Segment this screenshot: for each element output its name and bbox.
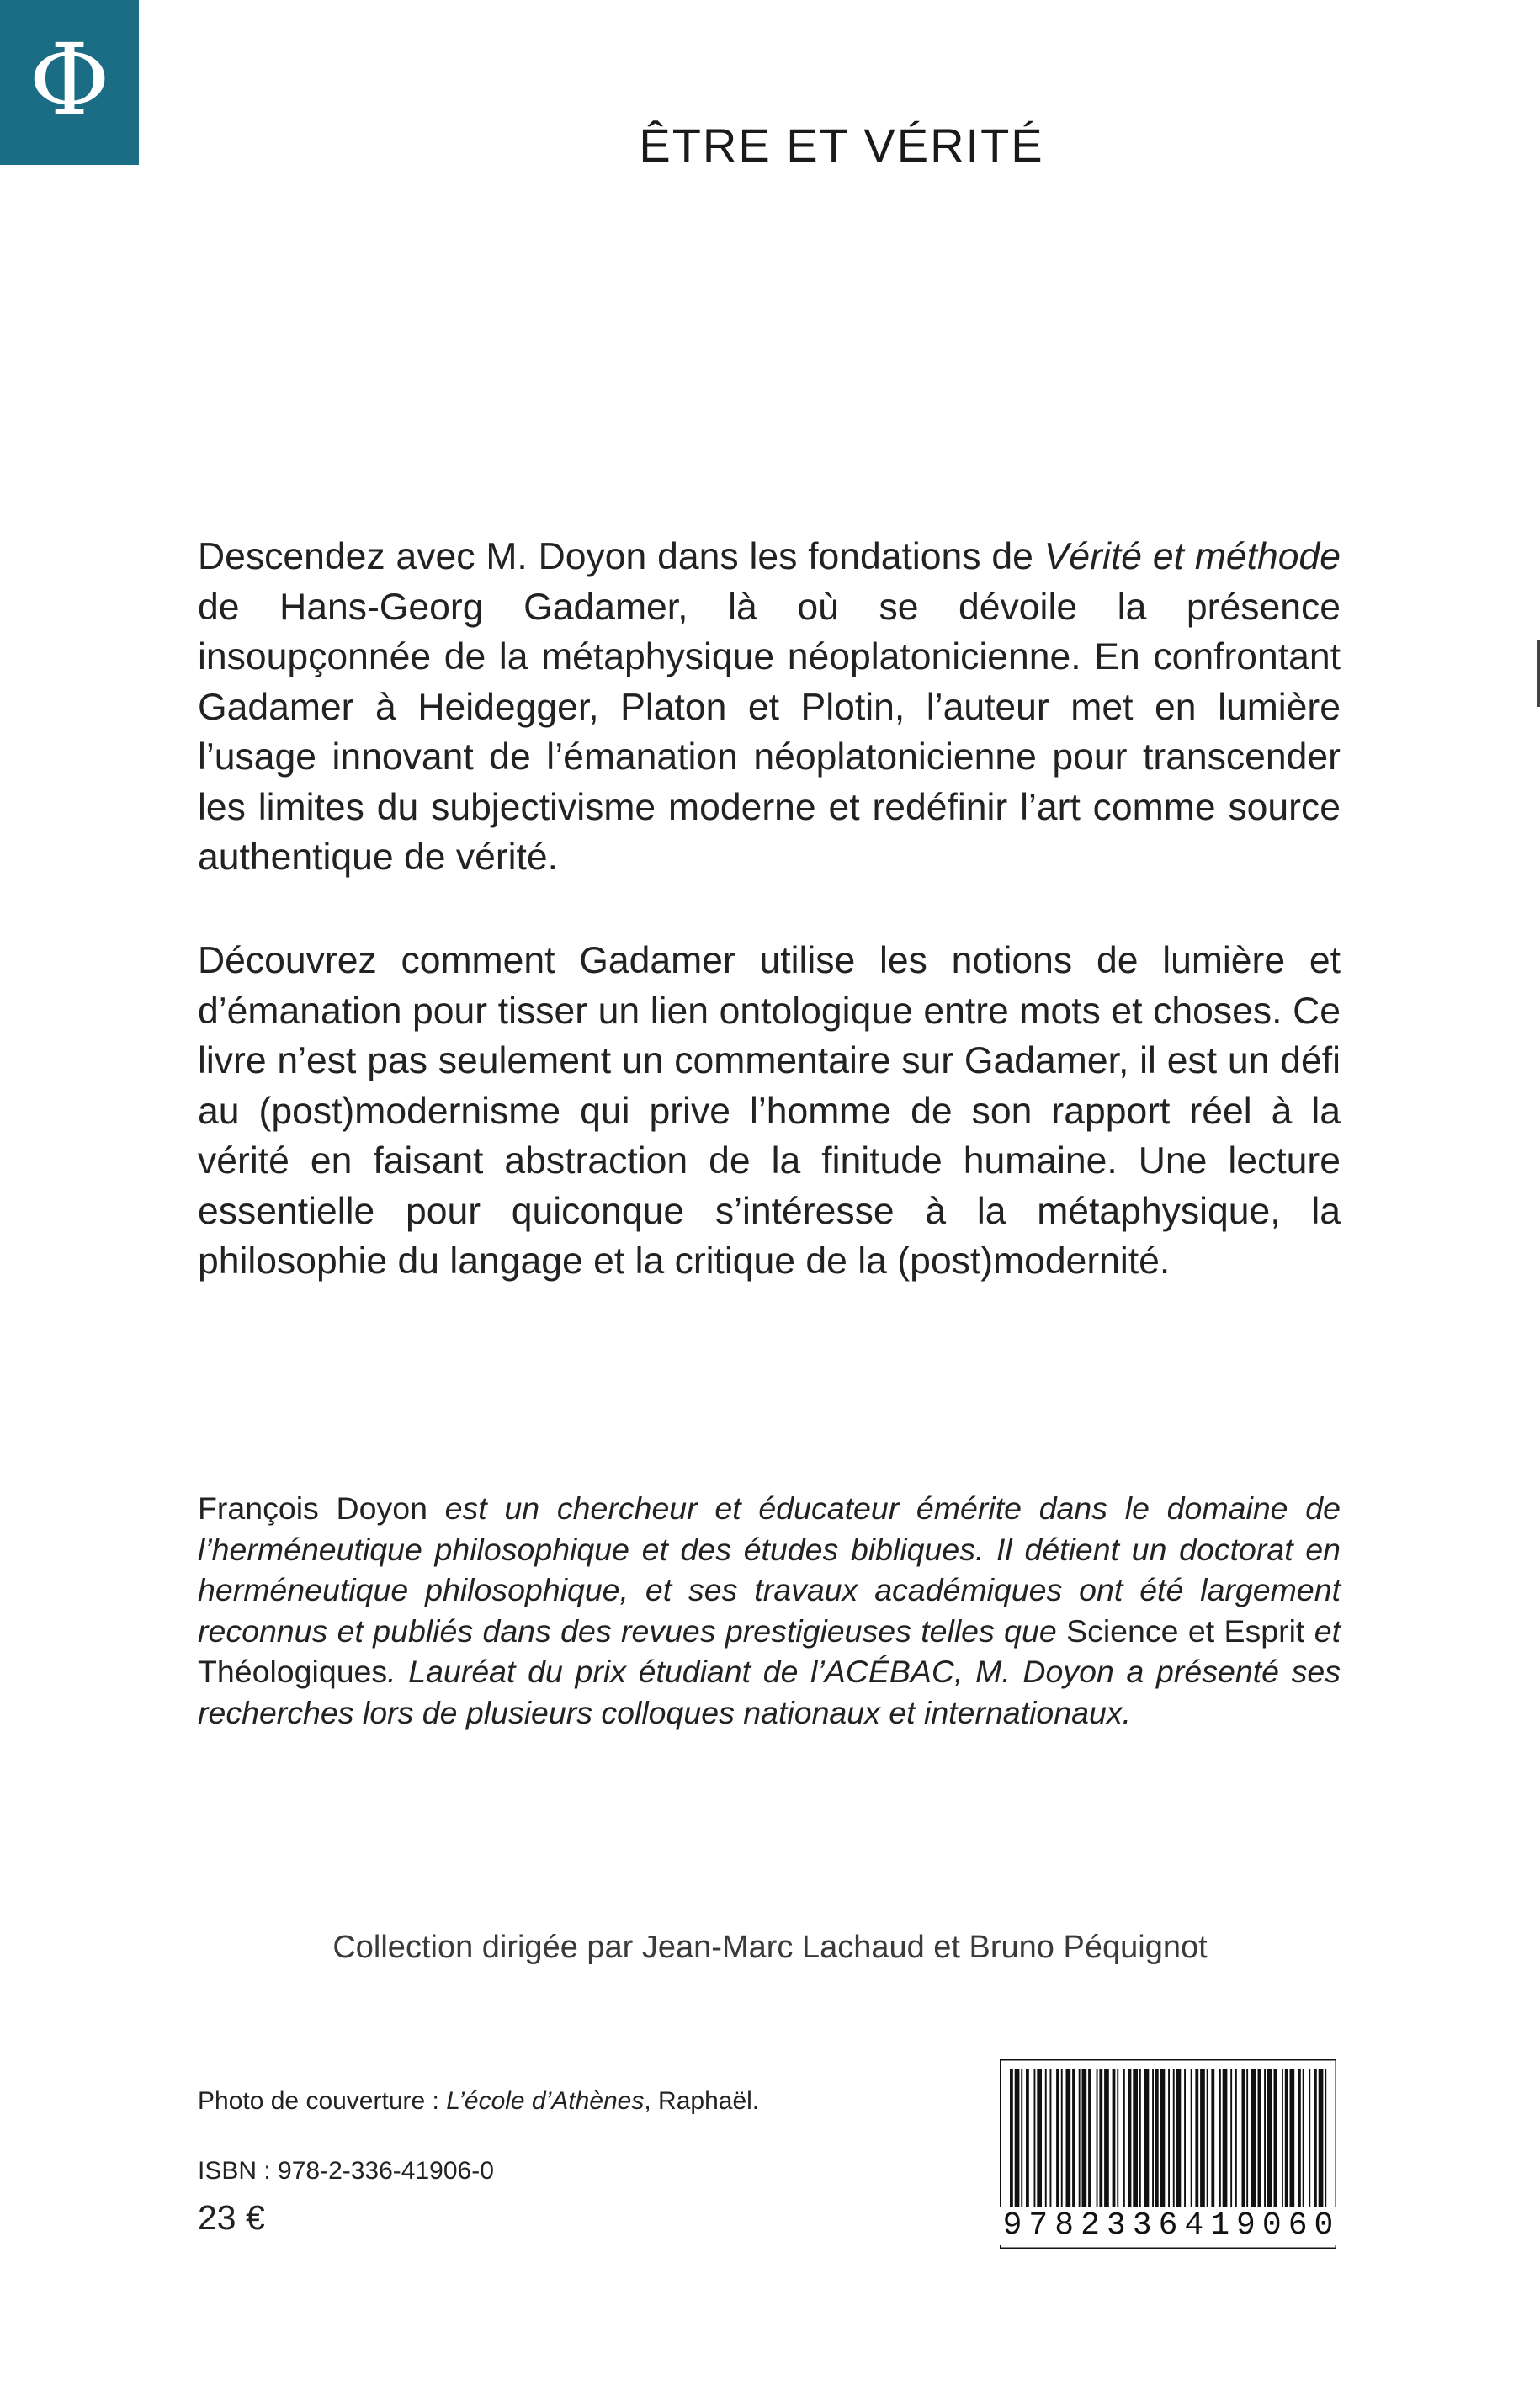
book-title-text: ÊTRE ET VÉRITÉ — [639, 119, 1044, 172]
collection-credit: Collection dirigée par Jean-Marc Lachaud et Bruno Péquignot — [332, 1930, 1208, 1965]
blurb-paragraph-2: Découvrez comment Gadamer utilise les notions de lumière et d’émanation pour tisser un lien ontologique entre mots et choses. Ce livre n’est pas seulement un commentaire sur Gadamer, il est un défi au (post)modernisme qui prive l’homme de son rapport réel à la vérité en faisant abstraction de la finitude humaine. Une lecture essentielle pour quiconque s’intéresse à la métaphysique, la philosophie du langage et la critique de la (post)modernité. — [198, 940, 1341, 1282]
blurb-1-book-reference: Vérité et méthode — [1043, 536, 1341, 577]
blurb-1-intro: Descendez avec M. Doyon dans les fondations de — [198, 536, 1044, 577]
barcode-digit: 3 — [1106, 2207, 1126, 2244]
photo-credit — [198, 2087, 759, 2116]
blurb-1-body: de Hans-Georg Gadamer, là où se dévoile la présence insoupçonnée de la métaphysique néoplatonicienne. En confrontant Gadamer à Heidegger, Platon et Plotin, l’auteur met en lumière l’usage innovant de l’émanation néoplatonicienne pour transcender les limites du subjectivisme moderne et redéfinir l’art comme source authentique de vérité. — [198, 586, 1341, 878]
barcode-digit: 1 — [1210, 2207, 1230, 2244]
price: 23 € — [198, 2198, 265, 2237]
author-bio-conjunction: et — [1304, 1612, 1341, 1649]
barcode-digit: 0 — [1314, 2207, 1334, 2244]
barcode-digit: 9 — [1002, 2207, 1022, 2244]
barcode-digit: 4 — [1184, 2207, 1204, 2244]
barcode-digits — [1000, 2207, 1336, 2245]
author-bio-part-2: . Lauréat du prix étudiant de l’ACÉBAC, M. Doyon a présenté ses recherches lors de plusieurs colloques nationaux et internationaux. — [198, 1654, 1341, 1730]
barcode-digit: 6 — [1158, 2207, 1178, 2244]
author-bio-part-1: est un chercheur et éducateur émérite dans le domaine de l’herméneutique philosophique et des études bibliques. Il détient un doctorat en herméneutique philosophique, et ses travaux académiques ont été largement reconnus et publiés dans des revues prestigieuses telles que — [198, 1490, 1341, 1649]
phi-logo-glyph: Φ — [29, 22, 110, 138]
journal-1: Science et Esprit — [1066, 1612, 1305, 1649]
barcode-digit: 9 — [1236, 2207, 1256, 2244]
author-name: François Doyon — [198, 1490, 427, 1526]
photo-credit-work: L’école d’Athènes — [446, 2087, 645, 2115]
barcode-digit: 0 — [1261, 2207, 1282, 2244]
photo-credit-artist: , Raphaël. — [644, 2087, 760, 2115]
journal-2: Théologiques — [198, 1654, 388, 1689]
photo-credit-label: Photo de couverture : — [198, 2087, 447, 2115]
barcode-digit: 8 — [1054, 2207, 1075, 2244]
isbn: ISBN : 978-2-336-41906-0 — [198, 2157, 494, 2185]
barcode-digit: 2 — [1081, 2207, 1100, 2244]
blurb-paragraph-1 — [198, 532, 1341, 883]
book-title — [0, 118, 1540, 173]
barcode-digit: 7 — [1028, 2207, 1049, 2244]
barcode-digit: 3 — [1132, 2207, 1152, 2244]
author-bio — [198, 1488, 1341, 1733]
barcode-digit: 6 — [1288, 2207, 1308, 2244]
